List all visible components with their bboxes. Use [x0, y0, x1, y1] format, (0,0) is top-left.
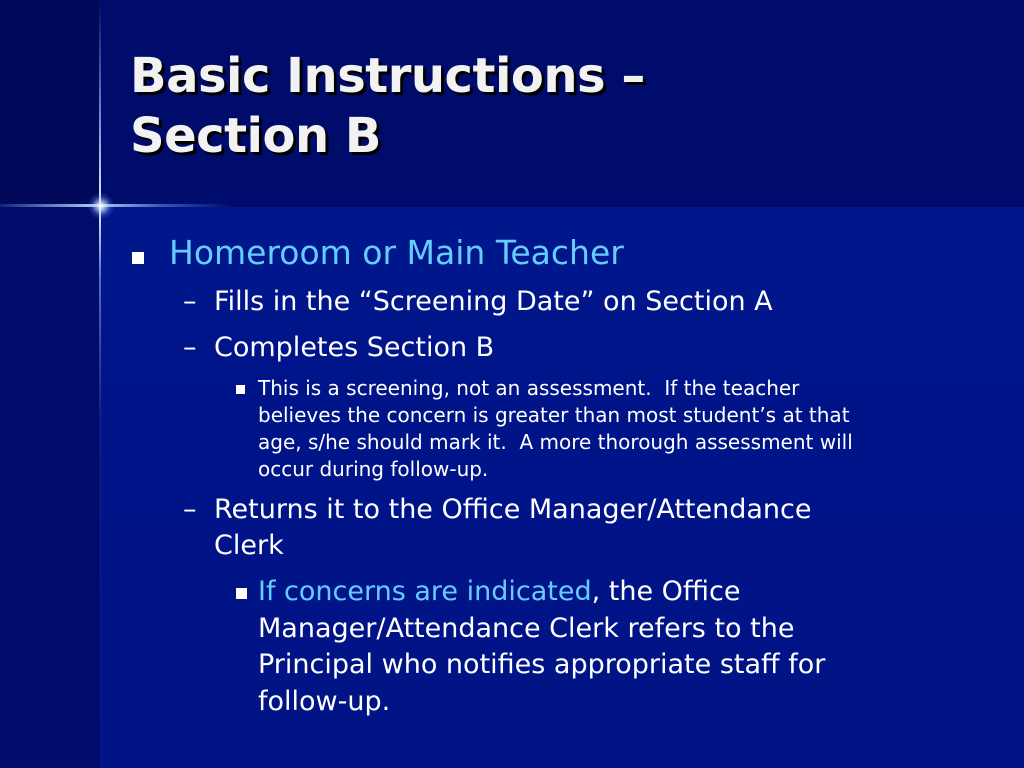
- concerns-note-line-1: [258, 574, 958, 611]
- sub-bullet-fills-in: Fills in the “Screening Date” on Section A: [214, 286, 773, 317]
- screening-note: [258, 375, 948, 483]
- dash-bullet: –: [183, 332, 197, 363]
- square-bullet-icon: [236, 385, 245, 394]
- concerns-note-line-1-rest: , the Office: [591, 576, 741, 607]
- screening-note-line-2: believes the concern is greater than most student’s at that: [258, 403, 850, 427]
- title-line-2: Section B: [130, 108, 381, 164]
- bullet-homeroom-teacher: Homeroom or Main Teacher: [169, 233, 624, 272]
- concerns-note-line-3: Principal who notifies appropriate staff for: [258, 649, 826, 680]
- concerns-highlight: If concerns are indicated: [258, 576, 592, 607]
- title-line-1: Basic Instructions –: [130, 48, 645, 104]
- sub-bullet-returns: [214, 492, 974, 564]
- screening-note-line-3: age, s/he should mark it. A more thorough assessment will: [258, 430, 853, 454]
- sub-bullet-completes: Completes Section B: [214, 332, 495, 363]
- returns-line-2: Clerk: [214, 530, 284, 561]
- concerns-note-line-4: follow-up.: [258, 685, 391, 717]
- square-bullet-icon: [132, 252, 144, 264]
- dash-bullet: –: [183, 494, 197, 525]
- square-bullet-icon: [236, 588, 247, 599]
- returns-line-1: Returns it to the Office Manager/Attendance: [214, 494, 812, 525]
- concerns-note: [258, 574, 958, 720]
- screening-note-line-4: occur during follow-up.: [258, 457, 489, 481]
- dash-bullet: –: [183, 286, 197, 317]
- concerns-note-line-2: Manager/Attendance Clerk refers to the: [258, 612, 795, 644]
- screening-note-line-1: This is a screening, not an assessment. If the teacher: [258, 376, 800, 400]
